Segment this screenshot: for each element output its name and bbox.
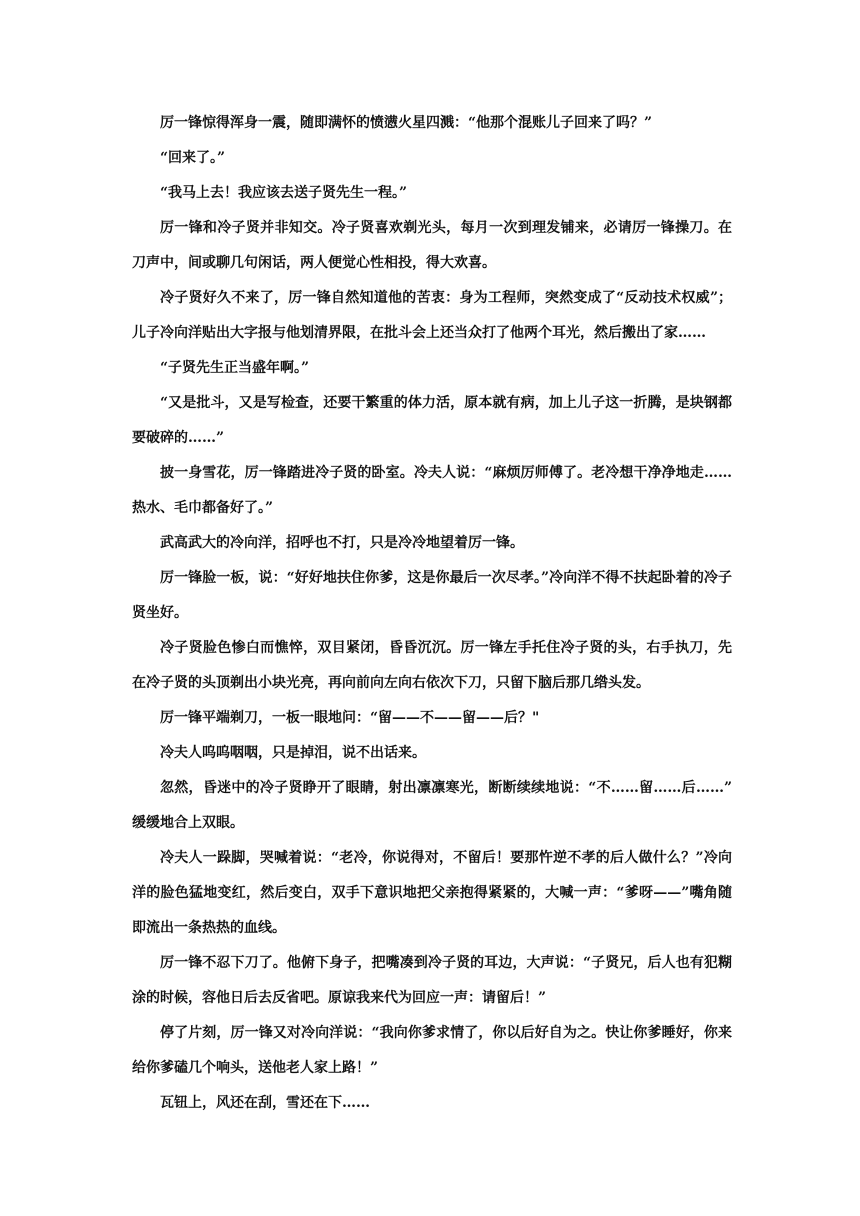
paragraph: 停了片刻，厉一锋又对冷向洋说：“我向你爹求情了，你以后好自为之。快让你爹睡好，你来给你爹磕几个响头，送他老人家上路！” — [132, 1025, 732, 1076]
paragraph: 冷子贤脸色惨白而憔悴，双目紧闭，昏昏沉沉。厉一锋左手托住冷子贤的头，右手执刀，先在冷子贤的头顶剃出小块光亮，再向前向左向右依次下刀，只留下脑后那几绺头发。 — [132, 640, 732, 691]
paragraph: 冷夫人呜呜咽咽，只是掉泪，说不出话来。 — [160, 745, 426, 761]
paragraph: 厉一锋不忍下刀了。他俯下身子，把嘴凑到冷子贤的耳边，大声说：“子贤兄，后人也有犯糊涂的时候，容他日后去反省吧。原谅我来代为回应一声：请留后！” — [132, 955, 732, 1006]
document-body — [132, 106, 732, 1121]
paragraph: 厉一锋惊得浑身一震，随即满怀的愤懑火星四溅：“他那个混账儿子回来了吗？” — [160, 115, 653, 131]
paragraph: 厉一锋脸一板，说：“好好地扶住你爹，这是你最后一次尽孝。”冷向洋不得不扶起卧着的冷子贤坐好。 — [132, 570, 732, 621]
paragraph: “回来了。” — [160, 150, 226, 166]
paragraph: 武高武大的冷向洋，招呼也不打，只是冷冷地望着厉一锋。 — [160, 535, 524, 551]
paragraph: 厉一锋和冷子贤并非知交。冷子贤喜欢剃光头，每月一次到理发铺来，必请厉一锋操刀。在刀声中，间或聊几句闲话，两人便觉心性相投，得大欢喜。 — [132, 220, 732, 271]
paragraph: “子贤先生正当盛年啊。” — [160, 360, 310, 376]
paragraph: 冷子贤好久不来了，厉一锋自然知道他的苦衷：身为工程师，突然变成了“反动技术权威”；儿子冷向洋贴出大字报与他划清界限，在批斗会上还当众打了他两个耳光，然后搬出了家…… — [132, 290, 732, 341]
paragraph: “我马上去！我应该去送子贤先生一程。” — [160, 185, 408, 201]
paragraph: 冷夫人一跺脚，哭喊着说：“老冷，你说得对，不留后！要那忤逆不孝的后人做什么？”冷向洋的脸色猛地变红，然后变白，双手下意识地把父亲抱得紧紧的，大喊一声：“爹呀——”嘴角随即流出一条热热的血线。 — [132, 850, 732, 936]
paragraph: 忽然，昏迷中的冷子贤睁开了眼睛，射出凛凛寒光，断断续续地说：“不……留……后……”缓缓地合上双眼。 — [132, 780, 732, 831]
paragraph: “又是批斗，又是写检查，还要干繁重的体力活，原本就有病，加上儿子这一折腾，是块钢都要破碎的……” — [132, 395, 732, 446]
paragraph: 披一身雪花，厉一锋踏进冷子贤的卧室。冷夫人说：“麻烦厉师傅了。老冷想干净净地走……热水、毛巾都备好了。” — [132, 465, 732, 516]
paragraph: 厉一锋平端剃刀，一板一眼地问：“留——不——留——后？" — [160, 710, 540, 726]
paragraph: 瓦钮上，风还在刮，雪还在下…… — [160, 1095, 370, 1111]
